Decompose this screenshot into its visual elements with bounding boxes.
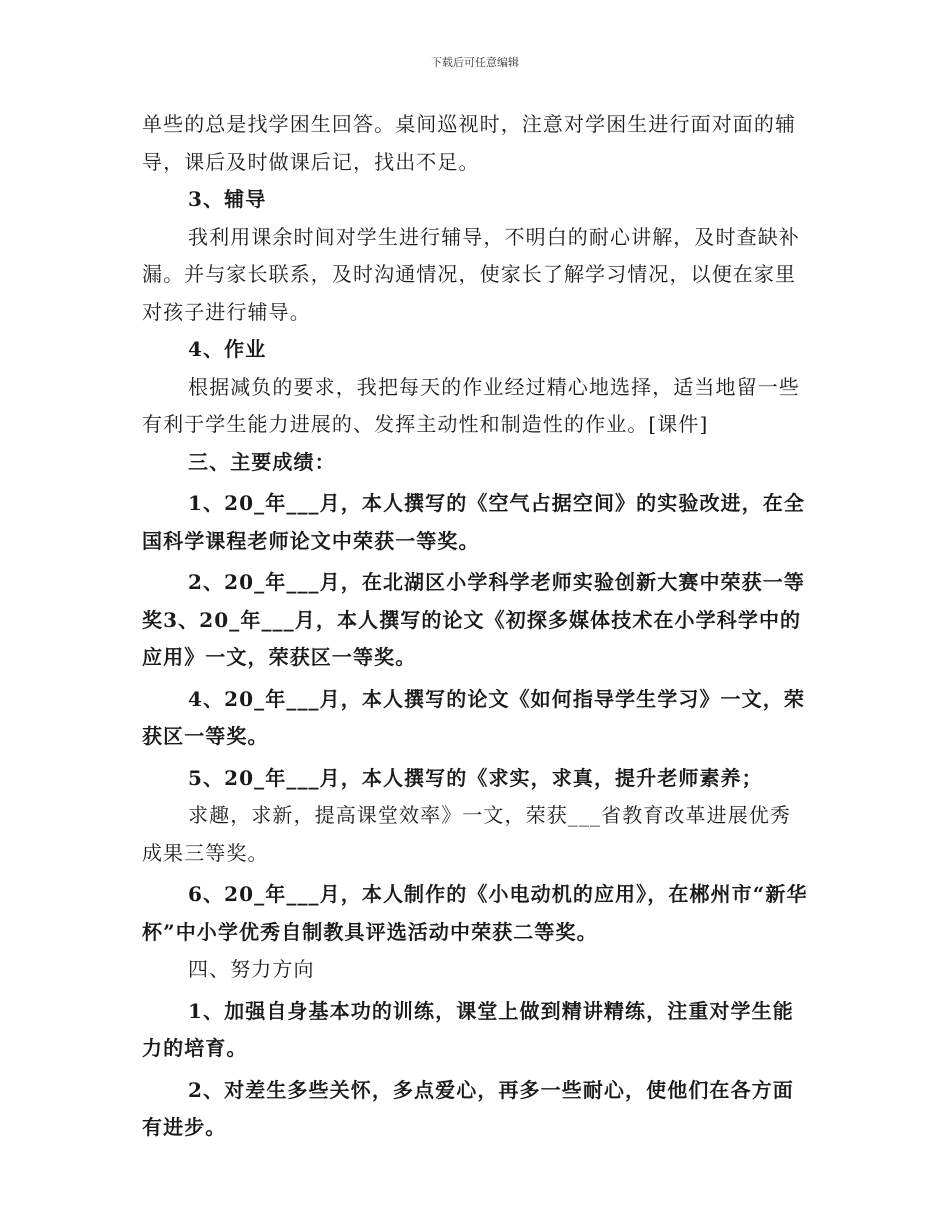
achievement-item-5-continued: 求趣，求新，提高课堂效率》一文，荣获___省教育改革进展优秀成果三等奖。 [142,803,791,865]
direction-item-2: 2、对差生多些关怀，多点爱心，再多一些耐心，使他们在各方面有进步。 [142,1077,794,1139]
page-header: 下载后可任意编辑 [431,56,519,69]
paragraph-tutoring: 我利用课余时间对学生进行辅导，不明白的耐心讲解，及时查缺补漏。并与家长联系，及时沟通情况，使家长了解学习情况，以便在家里对孩子进行辅导。 [142,224,800,324]
subheading-homework: 4、作业 [188,337,267,361]
achievement-item-6: 6、20_年___月，本人制作的《小电动机的应用》，在郴州市“新华杯”中小学优秀自制教具评选活动中荣获二等奖。 [142,882,808,944]
achievement-item-2: 2、20_年___月，在北湖区小学科学老师实验创新大赛中荣获一等奖3、20_年___月，本人撰写的论文《初探多媒体技术在小学科学中的应用》一文，荣获区一等奖。 [142,570,805,669]
achievement-item-1: 1、20_年___月，本人撰写的《空气占据空间》的实验改进，在全国科学课程老师论文中荣获一等奖。 [142,491,805,553]
section-heading-direction: 四、努力方向 [188,957,315,981]
section-heading-achievements: 三、主要成绩： [188,449,336,474]
paragraph-homework: 根据减负的要求，我把每天的作业经过精心地选择，适当地留一些有利于学生能力进展的、发挥主动性和制造性的作业。[课件] [142,374,800,436]
paragraph-continued: 单些的总是找学困生回答。桌间巡视时，注意对学困生进行面对面的辅导，课后及时做课后记，找出不足。 [142,112,797,174]
direction-item-1: 1、加强自身基本功的训练，课堂上做到精讲精练，注重对学生能力的培育。 [142,998,794,1060]
achievement-item-5: 5、20_年___月，本人撰写的《求实，求真，提升老师素养； [188,765,763,790]
achievement-item-4: 4、20_年___月，本人撰写的论文《如何指导学生学习》一文，荣获区一等奖。 [142,686,805,748]
subheading-tutoring: 3、辅导 [188,187,267,211]
document-body [142,106,810,1147]
